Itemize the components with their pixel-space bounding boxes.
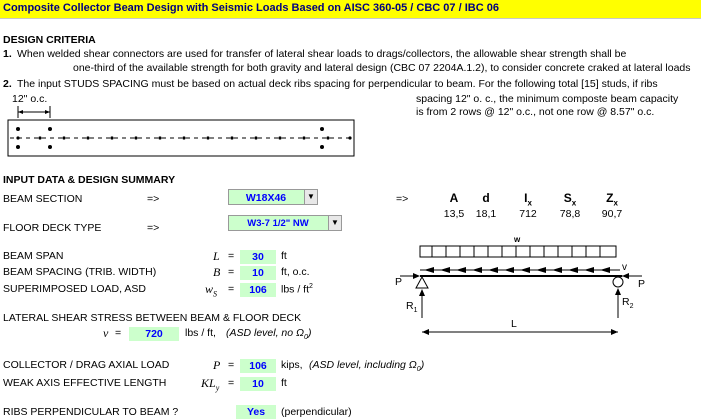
superimposed-load-input[interactable]: 106 [240, 283, 276, 297]
criteria-item1-number: 1. [3, 48, 12, 60]
beam-span-input[interactable]: 30 [240, 250, 276, 264]
beam-spacing-symbol: B [213, 265, 221, 279]
diagram-v-label: v [622, 262, 627, 273]
diagram-p-left: P [395, 276, 403, 288]
prop-header-ix: $I_x$ [524, 191, 532, 208]
beam-section-label: BEAM SECTION [3, 193, 83, 205]
criteria-item1-line1: When welded shear connectors are used for transfer of lateral shear loads to drags/collectors, the allowable shear strength shall be [17, 48, 627, 60]
diagram-r2-label: $R_2$ [622, 296, 634, 311]
collector-load-label: COLLECTOR / DRAG AXIAL LOAD [3, 359, 170, 371]
diagram-span-label: L [511, 318, 517, 330]
diagram-w-label: w [514, 235, 521, 244]
weak-axis-unit: ft [281, 377, 287, 389]
beam-spacing-unit: ft, o.c. [281, 266, 310, 278]
collector-load-eq: = [228, 359, 235, 371]
props-arrow: => [396, 193, 409, 205]
beam-section-select[interactable] [228, 189, 318, 205]
beam-span-eq: = [228, 250, 235, 262]
prop-header-d: d [482, 191, 490, 205]
prop-value-ix: 712 [519, 208, 537, 220]
beam-spacing-label: BEAM SPACING (TRIB. WIDTH) [3, 266, 157, 278]
prop-header-zx: $Z_x$ [606, 191, 618, 208]
beam-spacing-eq: = [228, 266, 235, 278]
collector-load-note: (ASD level, including $\Omega_0$) [309, 359, 425, 374]
beam-span-unit: ft [281, 250, 287, 262]
floor-deck-arrow: => [147, 222, 160, 234]
floor-deck-value: W3-7 1/2" NW [247, 218, 309, 229]
beam-section-arrow: => [147, 193, 160, 205]
collector-load-unit: kips, [281, 359, 303, 371]
weak-axis-input[interactable]: 10 [240, 377, 276, 391]
note-line1: spacing 12" o. c., the minimum composte beam capacity [416, 93, 679, 105]
lateral-shear-unit: lbs / ft, [185, 327, 216, 339]
prop-header-a: A [449, 191, 459, 205]
beam-load-diagram [360, 232, 701, 336]
superimposed-load-unit: lbs / $ft^2$ [281, 283, 313, 296]
collector-load-symbol: P [213, 358, 221, 372]
criteria-item2-line1: The input STUDS SPACING must be based on actual deck ribs spacing for perpendicular to beam. For the following total [15] studs, if ribs [17, 78, 658, 90]
prop-header-sx: $S_x$ [563, 191, 577, 208]
page-title: Composite Collector Beam Design with Seismic Loads Based on AISC 360-05 / CBC 07 / IBC 06 [3, 2, 499, 14]
diagram-r1-label: $R_1$ [406, 300, 418, 315]
stud-layout-sketch [0, 100, 360, 164]
superimposed-load-label: SUPERIMPOSED LOAD, ASD [3, 283, 146, 295]
ribs-input[interactable]: Yes [236, 405, 276, 419]
beam-spacing-input[interactable]: 10 [240, 266, 276, 280]
weak-axis-symbol: $KL_y$ [201, 376, 220, 393]
lateral-shear-note: (ASD level, no $\Omega_0$) [226, 327, 312, 342]
lateral-shear-symbol: v [103, 326, 109, 340]
superimposed-load-eq: = [228, 283, 235, 295]
summary-heading: INPUT DATA & DESIGN SUMMARY [3, 174, 176, 186]
chevron-down-icon[interactable]: ▼ [304, 190, 317, 204]
stud-spacing-label: 12" o.c. [12, 93, 48, 105]
ribs-note: (perpendicular) [281, 406, 352, 418]
note-line2: is from 2 rows @ 12" o.c., not one row @ 8.57" o.c. [416, 106, 655, 118]
beam-section-value: W18X46 [245, 192, 287, 204]
superimposed-load-symbol: $w_S$ [205, 282, 218, 299]
lateral-shear-input[interactable]: 720 [129, 327, 179, 341]
criteria-item2-number: 2. [3, 78, 12, 90]
weak-axis-eq: = [228, 377, 235, 389]
diagram-p-right: P [638, 278, 646, 290]
weak-axis-label: WEAK AXIS EFFECTIVE LENGTH [3, 377, 167, 389]
floor-deck-select[interactable] [228, 215, 342, 231]
lateral-shear-eq: = [115, 327, 122, 339]
lateral-shear-heading: LATERAL SHEAR STRESS BETWEEN BEAM & FLOOR DECK [3, 312, 302, 324]
design-criteria-heading: DESIGN CRITERIA [3, 34, 96, 46]
beam-span-label: BEAM SPAN [3, 250, 64, 262]
collector-load-input[interactable]: 106 [240, 359, 276, 373]
prop-value-sx: 78,8 [559, 208, 581, 220]
ribs-label: RIBS PERPENDICULAR TO BEAM ? [3, 406, 179, 418]
prop-value-d: 18,1 [475, 208, 497, 220]
chevron-down-icon[interactable]: ▼ [328, 216, 341, 230]
title-bar [0, 0, 701, 19]
criteria-item1-line2: one-third of the available strength for both gravity and lateral design (CBC 07 2204A.1.2), to consider concrete craked at lateral loads [73, 62, 691, 74]
floor-deck-label: FLOOR DECK TYPE [3, 222, 102, 234]
prop-value-a: 13,5 [443, 208, 465, 220]
beam-span-symbol: L [213, 249, 220, 263]
prop-value-zx: 90,7 [601, 208, 623, 220]
